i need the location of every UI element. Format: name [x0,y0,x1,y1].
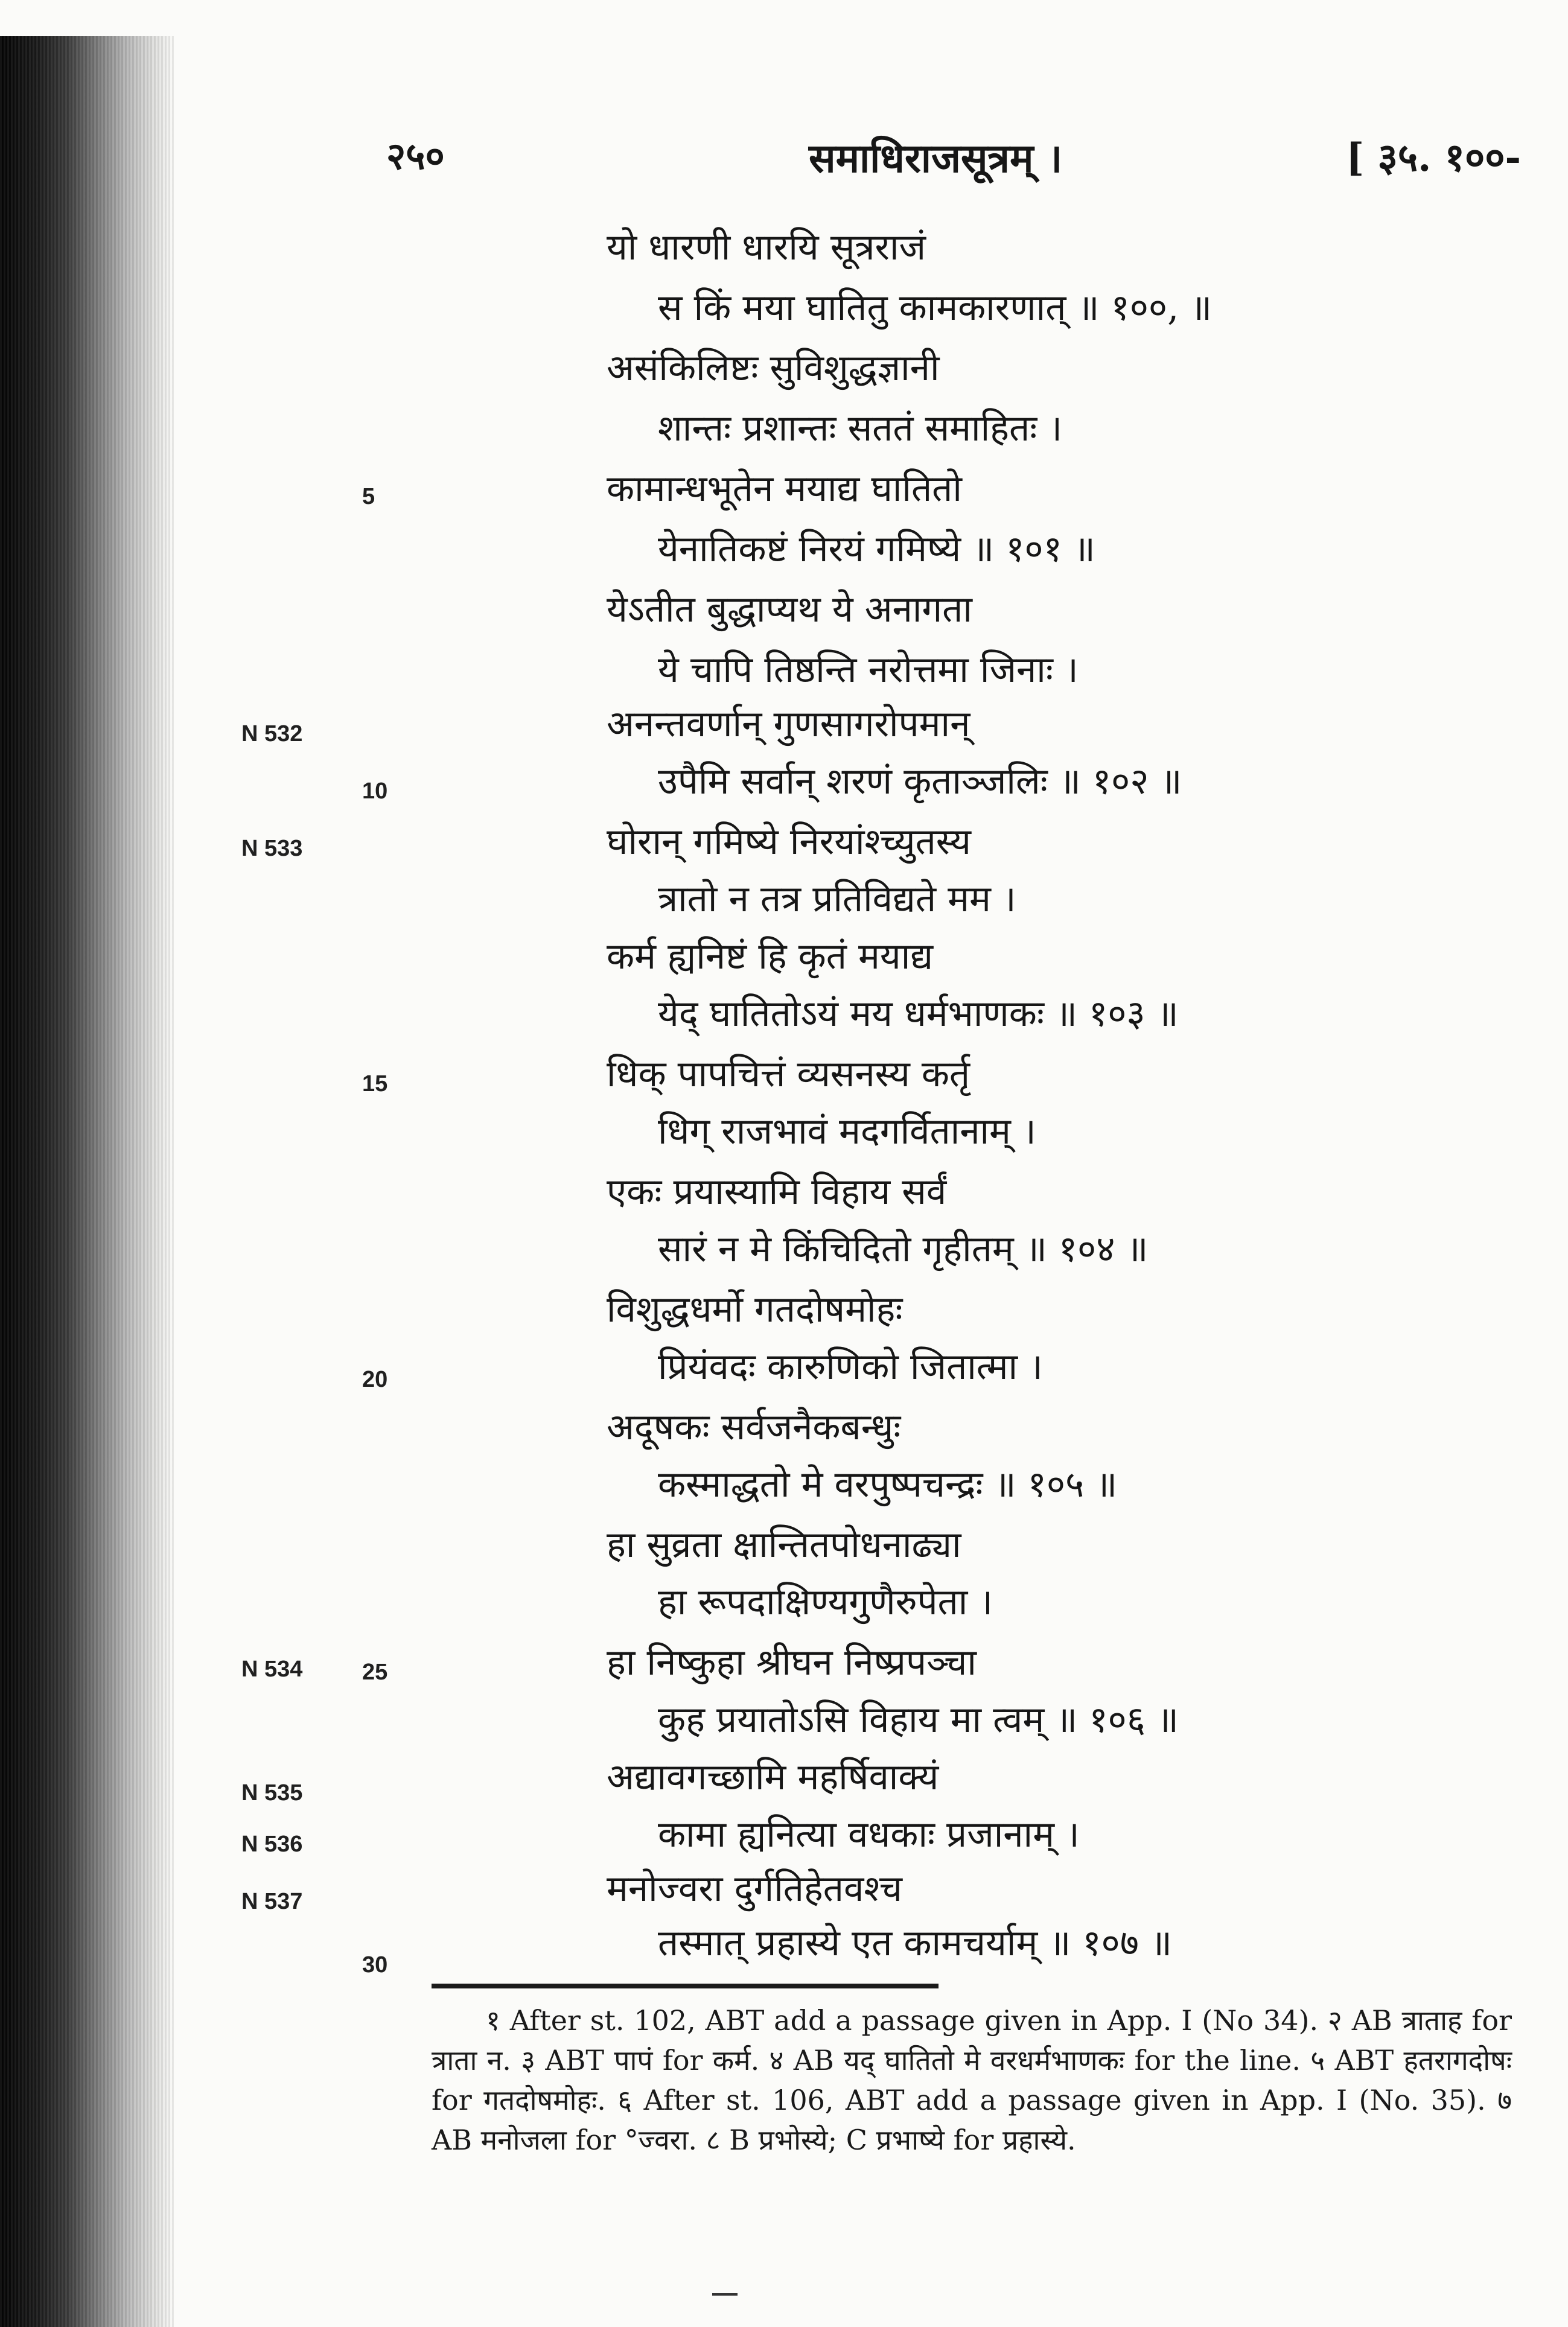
verse-line: धिक् पापचित्तं व्यसनस्य कर्तृ [607,1053,970,1095]
verse-line: प्रियंवदः कारुणिको जितात्मा । [658,1346,1043,1388]
footnote-rule [432,1984,939,1988]
verse-line: सारं न मे किंचिदितो गृहीतम् ॥ १०४ ॥ [658,1228,1149,1270]
verse-line: असंकिलिष्टः सुविशुद्धज्ञानी [607,347,940,389]
verse-line: अद्यावगच्छामि महर्षिवाक्यं [607,1756,939,1798]
footnote-text: १ After st. 102, ABT add a passage given in App. I (No 34). २ AB त्राताह for त्राता न. ३ ABT पापं for कर्म. ४ AB यद् घातितो मे वरधर्मभाणकः for the line. ५ ABT हतरागदोषः for गतदोषमोहः. ६ After st. 106, ABT add a passage given in App. I (No. 35). ७ AB मनोजला for °ज्वरा. ८ B प्रभोस्ये; C प्रभाष्ये for प्रहास्ये. [432,2004,1512,2156]
scan-mark [712,2293,738,2296]
page-number: २५० [386,134,445,178]
verse-line: हा रूपदाक्षिण्यगुणैरुपेता । [658,1581,993,1623]
page-header [0,130,1568,190]
line-number: 5 [362,484,375,509]
verse-line: शान्तः प्रशान्तः सततं समाहितः । [658,407,1063,450]
line-number: 20 [362,1367,388,1392]
verse-line: कुह प्रयातोऽसि विहाय मा त्वम् ॥ १०६ ॥ [658,1699,1179,1741]
book-binding-shadow [0,36,175,2327]
running-title: समाधिराजसूत्रम् । [809,135,1063,182]
verse-line: एकः प्रयास्यामि विहाय सर्वं [607,1171,947,1213]
line-number: 25 [362,1660,388,1685]
line-number: 30 [362,1952,388,1978]
verse-line: येऽतीत बुद्धाप्यथ ये अनागता [607,588,972,631]
line-number: 10 [362,778,388,804]
manuscript-ref: N 535 [241,1780,303,1806]
verse-line: येनातिकष्टं निरयं गमिष्ये ॥ १०१ ॥ [658,528,1095,570]
section-reference: [ ३५. १००- [1346,135,1522,180]
verse-line: ये चापि तिष्ठन्ति नरोत्तमा जिनाः । [658,649,1079,691]
verse-line: त्रातो न तत्र प्रतिविद्यते मम । [658,878,1016,920]
verse-line: अनन्तवर्णान् गुणसागरोपमान् [607,703,970,745]
manuscript-ref: N 536 [241,1832,303,1857]
verse-line: स किं मया घातितु कामकारणात् ॥ १००, ॥ [658,287,1213,329]
manuscript-ref: N 533 [241,836,303,861]
footnotes [432,2001,1512,2160]
verse-line: उपैमि सर्वान् शरणं कृताञ्जलिः ॥ १०२ ॥ [658,760,1182,803]
verse-line: धिग् राजभावं मदगर्वितानाम् । [658,1110,1036,1153]
verse-line: यो धारणी धारयि सूत्रराजं [607,226,926,269]
verse-line: कामा ह्यनित्या वधकाः प्रजानाम् । [658,1813,1080,1856]
verse-line: हा सुव्रता क्षान्तितपोधनाढ्या [607,1524,961,1566]
line-number: 15 [362,1071,388,1097]
verse-line: हा निष्कुहा श्रीघन निष्प्रपञ्चा [607,1641,977,1684]
verse-line: तस्मात् प्रहास्ये एत कामचर्याम् ॥ १०७ ॥ [658,1922,1172,1964]
verse-line: घोरान् गमिष्ये निरयांश्च्युतस्य [607,821,971,863]
manuscript-ref: N 534 [241,1657,303,1682]
manuscript-ref: N 537 [241,1889,303,1914]
manuscript-ref: N 532 [241,721,303,746]
verse-line: अदूषकः सर्वजनैकबन्धुः [607,1406,901,1448]
verse-line: कामान्धभूतेन मयाद्य घातितो [607,468,962,510]
verse-line: विशुद्धधर्मो गतदोषमोहः [607,1288,903,1331]
verse-line: येद् घातितोऽयं मय धर्मभाणकः ॥ १०३ ॥ [658,993,1179,1035]
verse-line: मनोज्वरा दुर्गतिहेतवश्च [607,1868,902,1910]
verse-line: कस्माद्धतो मे वरपुष्पचन्द्रः ॥ १०५ ॥ [658,1463,1118,1506]
verse-line: कर्म ह्यनिष्टं हि कृतं मयाद्य [607,935,934,978]
